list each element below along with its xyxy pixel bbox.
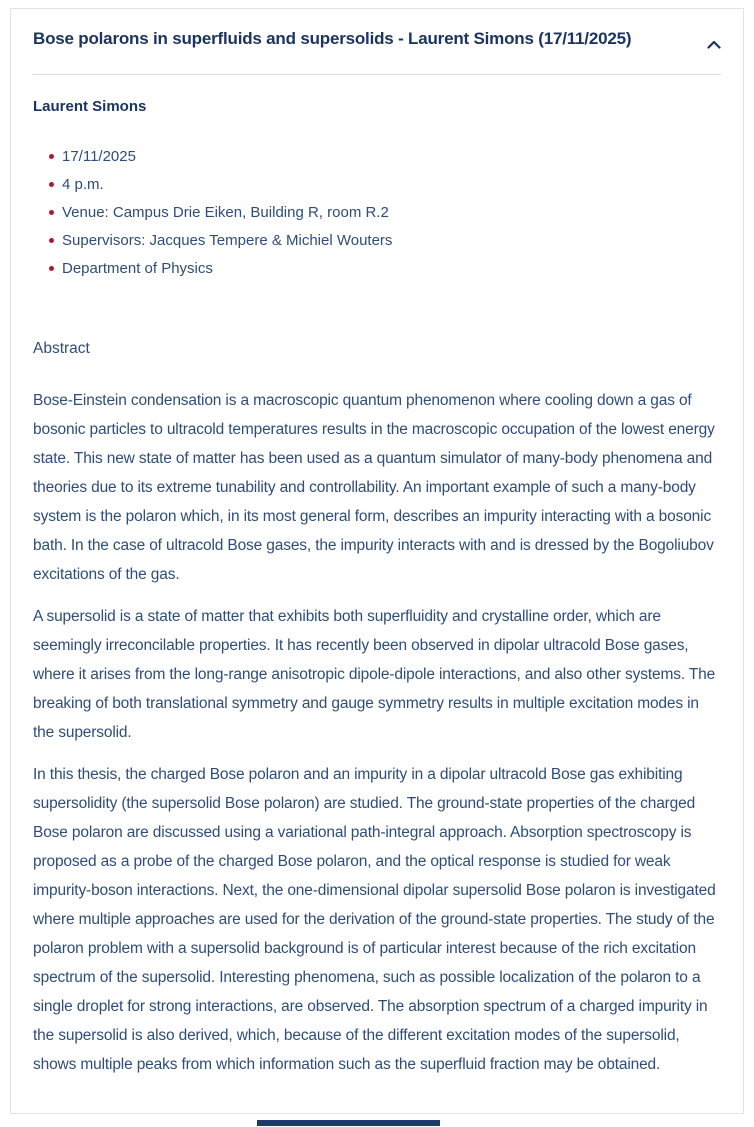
accordion-header[interactable] (11, 9, 743, 56)
event-venue: Venue: Campus Drie Eiken, Building R, room R.2 (33, 199, 721, 227)
bottom-accent-bar (257, 1120, 440, 1126)
chevron-up-icon[interactable] (705, 34, 723, 56)
event-time: 4 p.m. (33, 171, 721, 199)
accordion-title: Bose polarons in superfluids and supersolids - Laurent Simons (17/11/2025) (33, 29, 632, 48)
event-date: 17/11/2025 (33, 143, 721, 171)
panel-body (11, 75, 743, 1079)
abstract-paragraph-2: A supersolid is a state of matter that exhibits both superfluidity and crystalline order, which are seemingly irreconcilable properties. It has recently been observed in dipolar ultracold Bose gases, where it arises from the long-range anisotropic dipole-dipole interactions, and also other systems. The breaking of both translational symmetry and gauge symmetry results in multiple excitation modes in the supersolid. (33, 608, 716, 741)
event-department: Department of Physics (33, 255, 721, 283)
speaker-name: Laurent Simons (33, 98, 147, 115)
abstract-heading: Abstract (33, 340, 90, 357)
abstract-paragraph-3: In this thesis, the charged Bose polaron and an impurity in a dipolar ultracold Bose gas exhibiting supersolidity (the supersolid Bose polaron) are studied. The ground-state properties of the charged Bose polaron are discussed using a variational path-integral approach. Absorption spectroscopy is proposed as a probe of the charged Bose polaron, and the optical response is studied for weak impurity-boson interactions. Next, the one-dimensional dipolar supersolid Bose polaron is investigated where multiple approaches are used for the derivation of the ground-state properties. The study of the polaron problem with a supersolid background is of particular interest because of the rich excitation spectrum of the supersolid. Interesting phenomena, such as possible localization of the polaron to a single droplet for strong interactions, are observed. The absorption spectrum of a charged impurity in the supersolid is also derived, which, because of the different excitation modes of the supersolid, shows multiple peaks from which information such as the superfluid fraction may be obtained. (33, 766, 716, 1073)
seminar-accordion-panel (10, 8, 744, 1114)
event-supervisors: Supervisors: Jacques Tempere & Michiel Wouters (33, 227, 721, 255)
event-details-list (33, 143, 721, 283)
abstract-paragraph-1: Bose-Einstein condensation is a macroscopic quantum phenomenon where cooling down a gas of bosonic particles to ultracold temperatures results in the macroscopic occupation of the lowest energy state. This new state of matter has been used as a quantum simulator of many-body phenomena and theories due to its extreme tunability and controllability. An important example of such a many-body system is the polaron which, in its most general form, describes an impurity interacting with a bosonic bath. In the case of ultracold Bose gases, the impurity interacts with and is dressed by the Bogoliubov excitations of the gas. (33, 392, 715, 583)
